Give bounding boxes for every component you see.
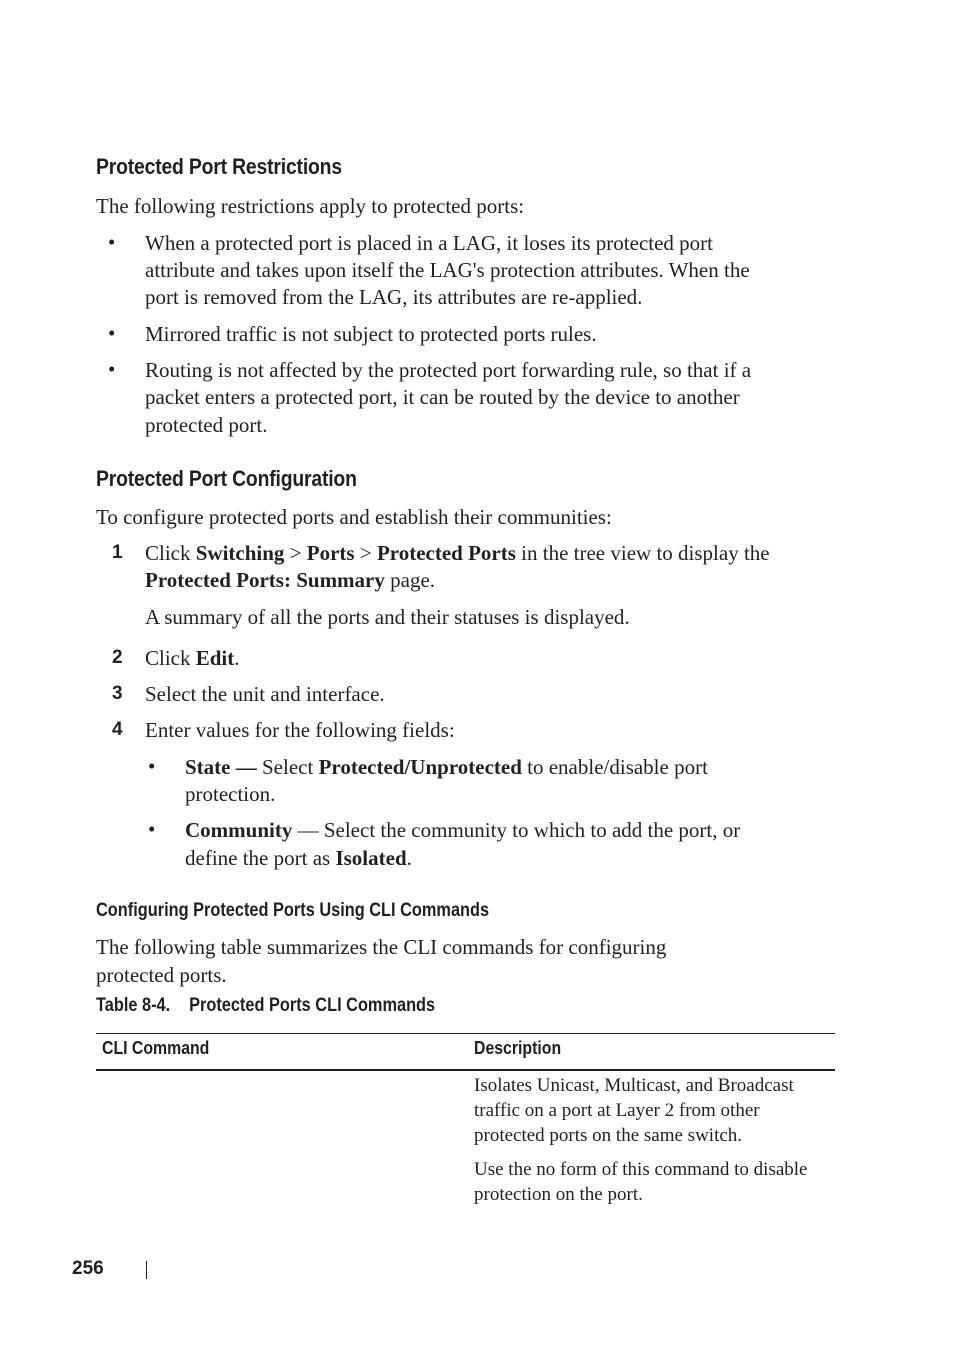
page-name: Protected Ports: Summary [145, 568, 385, 592]
bullet-mark: • [148, 754, 156, 778]
page-number: 256 [72, 1258, 104, 1279]
field-community: Community — Select the community to which to add the port, or [185, 818, 741, 842]
table-cell-description: Use the no form of this command to disable protection on the port. [474, 1159, 808, 1205]
menu-protected-ports: Protected Ports [376, 541, 516, 565]
menu-switching: Switching [195, 541, 285, 565]
bullet-line: attribute and takes upon itself the LAG's protection attributes. When the [145, 258, 750, 282]
bullet-line: packet enters a protected port, it can be routed by the device to another [145, 385, 740, 409]
table-header-description: Description [474, 1038, 562, 1058]
field-state: State — Select Protected/Unprotected to enable/disable port [185, 755, 708, 779]
bullet-mark: • [108, 230, 116, 254]
bullet-line: Routing is not affected by the protected port forwarding rule, so that if a [145, 358, 752, 382]
table-cell-description: Isolates Unicast, Multicast, and Broadcast traffic on a port at Layer 2 from other protected ports on the same switch. [474, 1075, 794, 1146]
field-community-cont: define the port as Isolated. [185, 846, 412, 870]
field-option: Isolated [335, 846, 407, 870]
field-name: State [185, 755, 231, 779]
table-header-command: CLI Command [102, 1038, 210, 1058]
field-state-cont: protection. [185, 782, 276, 806]
bullet-mark: • [148, 817, 156, 841]
bullet-mark: • [108, 321, 116, 345]
step-text: Enter values for the following fields: [145, 718, 455, 742]
bullet-line: protected port. [145, 413, 268, 437]
table-caption: Table 8-4. Protected Ports CLI Commands [96, 995, 436, 1016]
step-text: Click Switching > Ports > Protected Ports in the tree view to display the [145, 541, 770, 565]
section-heading-restrictions: Protected Port Restrictions [96, 154, 342, 179]
step-number: 1 [112, 542, 123, 563]
step-number: 4 [112, 719, 123, 740]
field-option: Protected/Unprotected [318, 755, 522, 779]
section-heading-configuration: Protected Port Configuration [96, 466, 357, 491]
step-number: 2 [112, 647, 123, 668]
step-number: 3 [112, 683, 123, 704]
field-name: Community [185, 818, 293, 842]
table-header-rule [96, 1069, 835, 1071]
section-heading-cli: Configuring Protected Ports Using CLI Commands [96, 900, 490, 921]
step-text: Click Edit. [145, 646, 240, 670]
bullet-line: When a protected port is placed in a LAG, it loses its protected port [145, 231, 713, 255]
menu-ports: Ports [306, 541, 355, 565]
footer-divider [146, 1261, 147, 1279]
bullet-mark: • [108, 357, 116, 381]
bullet-line: port is removed from the LAG, its attributes are re-applied. [145, 285, 643, 309]
restrictions-intro: The following restrictions apply to protected ports: [96, 194, 525, 218]
cli-intro-line: protected ports. [96, 963, 227, 987]
step-text-cont: Protected Ports: Summary page. [145, 568, 436, 592]
table-top-rule [96, 1033, 835, 1034]
edit-label: Edit [195, 646, 235, 670]
step-text: Select the unit and interface. [145, 682, 385, 706]
configuration-intro: To configure protected ports and establish their communities: [96, 505, 612, 529]
bullet-line: Mirrored traffic is not subject to protected ports rules. [145, 322, 597, 346]
step-note: A summary of all the ports and their statuses is displayed. [145, 605, 630, 629]
cli-intro-line: The following table summarizes the CLI commands for configuring [96, 935, 667, 959]
